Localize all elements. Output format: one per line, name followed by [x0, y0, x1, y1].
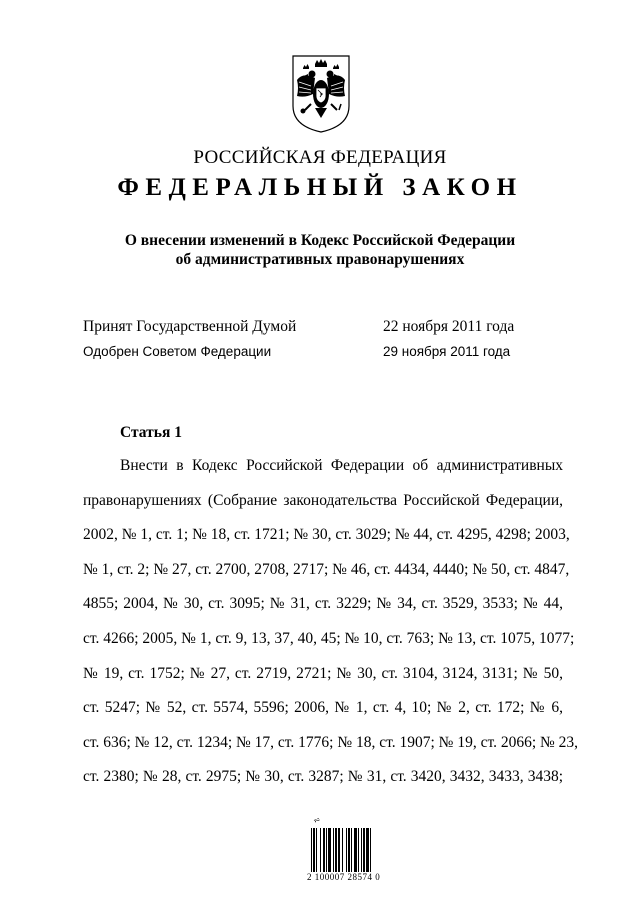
- article-text-line: ст. 636; № 12, ст. 1234; № 17, ст. 1776; № 18, ст. 1907; № 19, ст. 2066; № 23,: [83, 733, 579, 751]
- law-subject-line: об административных правонарушениях: [175, 251, 465, 268]
- article-text-line: ст. 2380; № 28, ст. 2975; № 30, ст. 3287; № 31, ст. 3420, 3432, 3433, 3438;: [83, 768, 563, 786]
- postal-mark-icon: ⩫: [313, 816, 321, 826]
- article-text-line: ст. 5247; № 52, ст. 5574, 5596; 2006, № 1, ст. 4, 10; № 2, ст. 172; № 6,: [83, 699, 563, 717]
- country-name: РОССИЙСКАЯ ФЕДЕРАЦИЯ: [193, 147, 447, 168]
- article-text-line: Внести в Кодекс Российской Федерации об административных: [120, 457, 563, 474]
- law-subject-line: О внесении изменений в Кодекс Российской Федерации: [124, 232, 516, 249]
- council-approval-label: Одобрен Советом Федерации: [83, 344, 272, 359]
- article-text-line: № 1, ст. 2; № 27, ст. 2700, 2708, 2717; № 46, ст. 4434, 4440; № 50, ст. 4847,: [83, 560, 570, 578]
- article-text-line: № 19, ст. 1752; № 27, ст. 2719, 2721; № 30, ст. 3104, 3124, 3131; № 50,: [83, 664, 563, 682]
- coat-of-arms-icon: [289, 54, 353, 134]
- law-subject: [0, 231, 640, 269]
- council-approval-row: [83, 344, 563, 364]
- barcode-number: 2 100007 28574 0: [307, 872, 381, 882]
- council-approval-date: 29 ноября 2011 года: [383, 344, 511, 359]
- article-text-line: правонарушениях (Собрание законодательства Российской Федерации,: [83, 491, 563, 509]
- article-text-line: ст. 4266; 2005, № 1, ст. 9, 13, 37, 40, 45; № 10, ст. 763; № 13, ст. 1075, 1077;: [83, 629, 575, 647]
- article-body: [83, 449, 579, 795]
- article-title: Статья 1: [120, 424, 182, 441]
- barcode: [307, 816, 387, 888]
- law-type-title: ФЕДЕРАЛЬНЫЙ ЗАКОН: [117, 174, 523, 201]
- barcode-bars-icon: [311, 828, 387, 872]
- duma-adoption-date: 22 ноября 2011 года: [383, 318, 515, 335]
- duma-adoption-label: Принят Государственной Думой: [83, 318, 297, 335]
- article-text-line: 4855; 2004, № 30, ст. 3095; № 31, ст. 3229; № 34, ст. 3529, 3533; № 44,: [83, 595, 563, 613]
- article-text-line: 2002, № 1, ст. 1; № 18, ст. 1721; № 30, ст. 3029; № 44, ст. 4295, 4298; 2003,: [83, 526, 570, 544]
- duma-adoption-row: [83, 318, 563, 338]
